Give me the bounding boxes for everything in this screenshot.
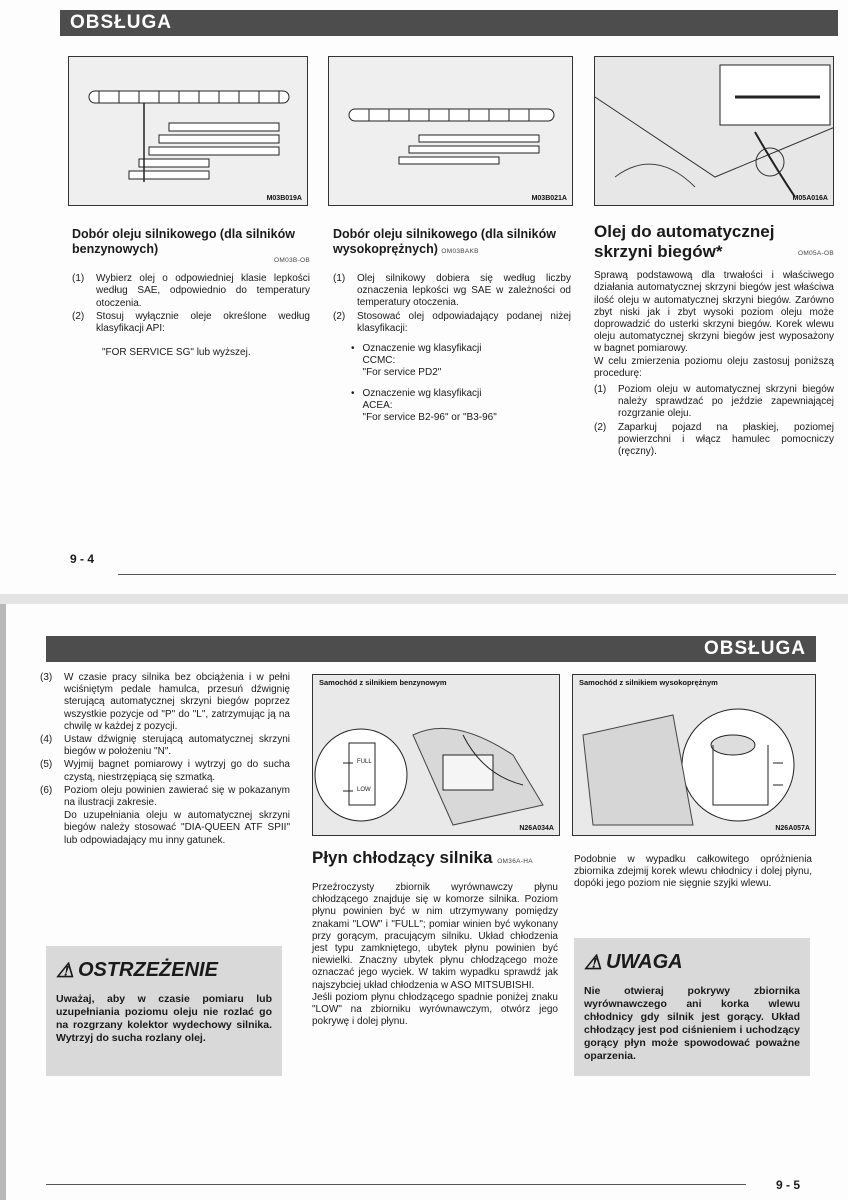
figure-label: Samochód z silnikiem benzynowym — [319, 678, 447, 687]
section-header-bar: OBSŁUGA — [46, 636, 816, 662]
paragraph: Jeśli poziom płynu chłodzącego spadnie poniżej znaku "LOW" na zbiorniku wyrównawczym, otwórz jego pokrywę i dolej płynu. — [312, 991, 558, 1028]
list-item: (1) Olej silnikowy dobiera się według liczby oznaczenia lepkości wg SAE w zależności od temperatury otoczenia. — [333, 273, 571, 309]
section-title: Dobór oleju silnikowego (dla silników benzynowych) — [72, 227, 295, 256]
figure-code: M03B019A — [266, 195, 302, 202]
api-spec: "FOR SERVICE SG" lub wyższej. — [102, 347, 251, 359]
transmission-dipstick-illustration — [594, 56, 834, 206]
warning-box — [46, 946, 282, 1076]
section-title: Olej do automatycznej skrzyni biegów* — [594, 222, 775, 261]
oil-viscosity-chart-petrol — [68, 56, 308, 206]
column-transmission-steps — [40, 672, 290, 847]
footer-rule — [46, 1184, 746, 1185]
viscosity-diagram-2 — [329, 57, 573, 206]
full-mark: FULL — [357, 759, 372, 765]
footer-rule — [118, 574, 836, 575]
coolant-reservoir-diesel — [572, 674, 816, 836]
paragraph: Sprawą podstawową dla trwałości i właściwego działania automatycznej skrzyni biegów jest właściwa ilość oleju w automatycznej skrzyni biegów. Zarówno zbyt niski jak i zbyt wysoki poziom oleju może doprowadzić do usterki skrzyni biegów. Korek wlewu oleju automatycznej skrzyni biegów jest wyposażony w bagnet pomiarowy. — [594, 270, 834, 355]
oil-viscosity-chart-diesel — [328, 56, 573, 206]
bullet-ccmc: • Oznaczenie wg klasyfikacji CCMC: "For service PD2" — [351, 343, 482, 379]
list-item: (2) Zaparkuj pojazd na płaskiej, poziomej powierzchni i włącz hamulec pomocniczy (ręczny). — [594, 421, 834, 458]
coolant-reservoir-petrol — [312, 674, 560, 836]
list-item: (5) Wyjmij bagnet pomiarowy i wytrzyj go do sucha czystą, niestrzępiącą się szmatką. — [40, 759, 290, 783]
column-oil-petrol — [72, 227, 310, 359]
warning-title: ⚠ OSTRZEŻENIE — [56, 959, 218, 982]
section-title: Dobór oleju silnikowego (dla silników wysokoprężnych) OM03BAKB — [333, 227, 556, 256]
figure-label: Samochód z silnikiem wysokoprężnym — [579, 678, 718, 687]
list-item: (2) Stosować olej odpowiadający podanej niżej klasyfikacji: — [333, 310, 571, 334]
page-9-4 — [0, 0, 848, 596]
reservoir-drawing-1 — [313, 675, 560, 836]
section-code: OM03B-OB — [274, 257, 310, 264]
list-item: (6) Poziom oleju powinien zawierać się w pokazanym na ilustracji zakresie. — [40, 784, 290, 809]
section-title: Płyn chłodzący silnika OM36A-HA — [312, 848, 533, 867]
list-item: (4) Ustaw dźwignię sterującą automatycznej skrzyni biegów w położeniu "N". — [40, 734, 290, 758]
figure-code: M03B021A — [531, 195, 567, 202]
column-oil-diesel — [333, 227, 571, 424]
figure-code: N26A034A — [519, 825, 554, 832]
paragraph: Do uzupełniania oleju w automatycznej skrzyni biegów należy stosować "DIA-QUEEN ATF SPII" lub odpowiadający mu inny gatunek. — [64, 810, 290, 846]
section-header: OBSŁUGA — [60, 10, 838, 36]
column-transmission-oil — [594, 222, 834, 459]
figure-code: M05A016A — [792, 195, 828, 202]
column-coolant-continued — [574, 854, 812, 891]
warning-triangle-icon: ⚠ — [584, 952, 602, 974]
page-number: 9 - 5 — [776, 1178, 801, 1192]
caution-box — [574, 938, 810, 1076]
paragraph: Podobnie w wypadku całkowitego opróżnienia zbiornika zdejmij korek wlewu chłodnicy i dolej płynu, dopóki jego poziom nie sięgnie szyjki wlewu. — [574, 854, 812, 890]
bullet-acea: • Oznaczenie wg klasyfikacji ACEA: "For service B2-96" or "B3-96" — [351, 387, 497, 424]
section-code: OM05A-OB — [798, 250, 834, 257]
list-item: (3) W czasie pracy silnika bez obciążenia i w pełni wciśniętym pedale hamulca, przesuń dźwignię sterującą automatycznej skrzyni biegów poprzez wszystkie pozycje od "P" do "L", zatrzymując ją na chwilę w każdej z pozycji. — [40, 672, 290, 732]
figure-code: N26A057A — [775, 825, 810, 832]
list-item: (1) Wybierz olej o odpowiedniej klasie lepkości według SAE, odpowiednio do temperatury otoczenia. — [72, 273, 310, 309]
viscosity-diagram-1 — [69, 57, 308, 206]
dipstick-drawing — [595, 57, 834, 206]
reservoir-drawing-2 — [573, 675, 816, 836]
warning-triangle-icon: ⚠ — [56, 960, 74, 982]
list-item: (1) Poziom oleju w automatycznej skrzyni biegów należy sprawdzać po jeździe zapewniającej rozgrzanie oleju. — [594, 384, 834, 420]
list-item: (2) Stosuj wyłącznie oleje określone według klasyfikacji API: — [72, 310, 310, 335]
warning-text: Uważaj, aby w czasie pomiaru lub uzupełniania poziomu oleju nie rozlać go na rozgrzany kolektor wydechowy silnika. Wytrzyj do sucha rozlany olej. — [56, 993, 272, 1044]
paragraph: Przeźroczysty zbiornik wyrównawczy płynu chłodzącego znajduje się w komorze silnika. Poziom płynu powinien być w nim utrzymywany pomiędzy znakami "LOW" i "FULL"; pomiar winien być wykonany przy gorącym, pracującym silniku. Układ chłodzenia jest typu zamkniętego, ubytek płynu powinien być niewielki. Znaczny ubytek płynu chłodzącego może oznaczać jego wyciek. W takim wypadku sprawdź jak najszybciej układ chłodzenia w ASO MITSUBISHI. — [312, 882, 558, 991]
caution-title: ⚠ UWAGA — [584, 951, 683, 974]
page-number: 9 - 4 — [70, 552, 95, 566]
paragraph: W celu zmierzenia poziomu oleju zastosuj poniższą procedurę: — [594, 355, 834, 379]
column-coolant — [312, 848, 558, 1028]
caution-text: Nie otwieraj pokrywy zbiornika wyrównawczego ani korka wlewu chłodnicy gdy silnik jest gorący. Układ chłodzący jest pod ciśnieniem i uchodzący gorący płyn może spowodować poważne oparzenia. — [584, 985, 800, 1062]
page-9-5 — [0, 604, 848, 1200]
low-mark: LOW — [357, 787, 371, 793]
